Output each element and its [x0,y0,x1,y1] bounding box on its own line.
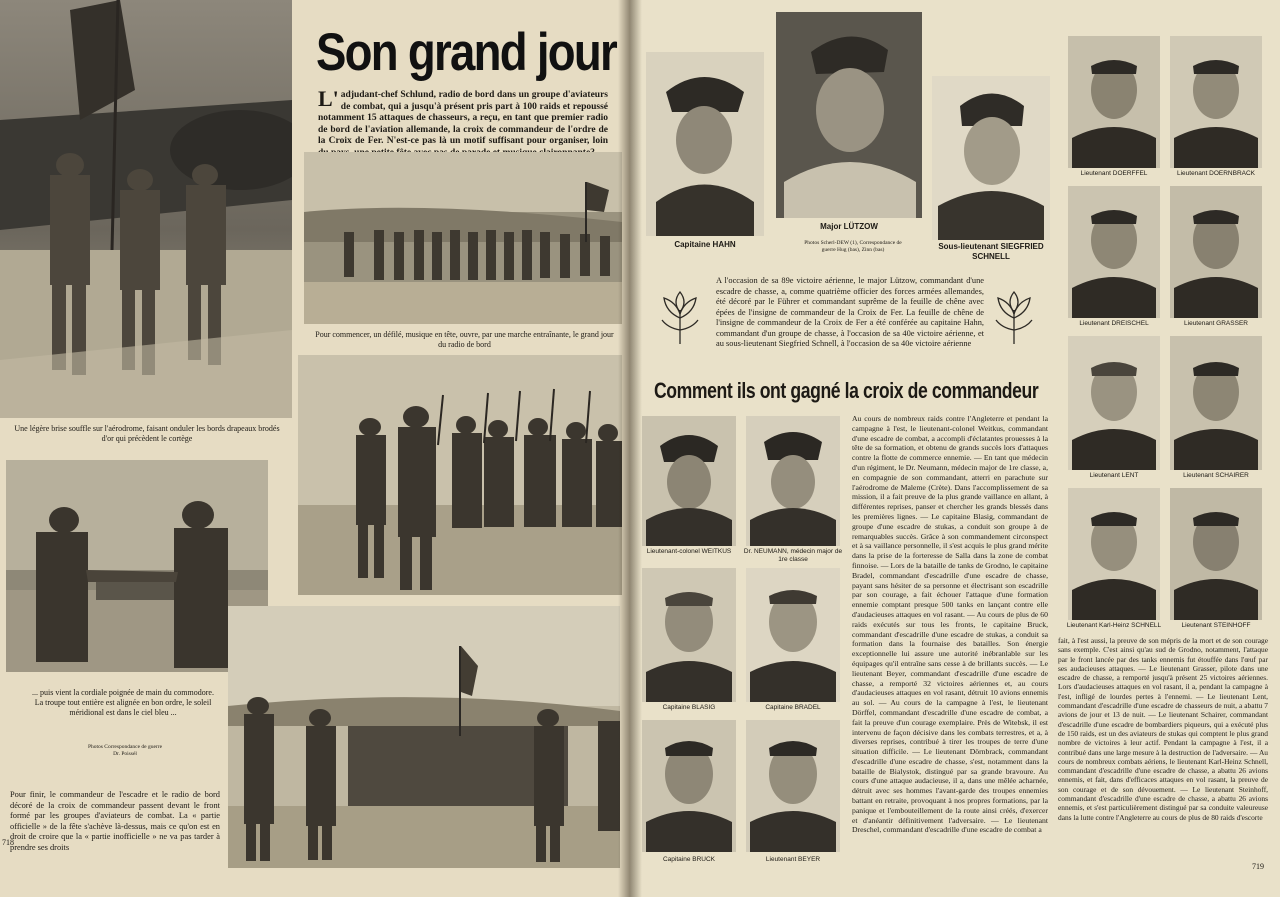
portrait-doernbrack [1170,36,1262,168]
portrait-caption-bradel: Capitaine BRADEL [765,704,821,711]
portrait-caption-karl-heinz-schnell: Lieutenant Karl-Heinz SCHNELL [1066,622,1162,629]
portrait-caption-doerffel: Lieutenant DOERFFEL [1080,170,1148,177]
portrait-dreischel [1068,186,1160,318]
caption-handshake: ... puis vient la cordiale poignée de main du commodore. La troupe tout entière est alignée en bon ordre, le soleil méridional est dans le ciel bleu ... [32,688,214,717]
section-title: Comment ils ont gagné la croix de commandeur [654,378,1039,403]
oak-leaf-right-icon [992,290,1036,346]
portrait-weitkus [642,416,736,546]
portrait-hahn [646,52,764,236]
portrait-lutzow [776,12,922,218]
article-paragraph-continued: fait, à l'est aussi, la preuve de son mépris de la mort et de son courage sans exemple. C'est ainsi qu'au sud de Grodno, notamment, l'attaque par le front lancée par des tanks ennemis fut étouffée dans l'œuf par ses audacieuses attaques. — Le lieutenant Grasser, pilote dans une escadre de chasse, a remporté jusqu'à présent 25 victoires aériennes. Lors d'audacieuses attaques en vol rasant, il a, pendant la campagne à l'est, infligé de lourdes pertes à l'ennemi. — Le lieutenant Lent, commandant d'escadrille d'une escadre de chasseurs de nuit, a abattu 7 avions de jour et 13 de nuit. — Le lieutenant Schairer, commandant d'escadrille d'une escadre de bombardiers piqueurs, qui a exécuté plus de 150 raids, est un des aviateurs de stukas qui comptent le plus grand nombre de victoires à leur actif. Pendant la campagne à l'est, il a contribué dans une large mesure à la destruction de l'adversaire. — Au cours de nombreux combats aériens, le lieutenant Karl-Heinz Schnell, commandant d'escadrille d'une escadre de chasse, a abattu 26 avions ennemis, et fait, dans d'efficaces attaques en vol rasant, la preuve de son courage et de son dévouement. — Le lieutenant Steinhoff, commandant d'escadrille d'une escadre de chasse, a abattu 26 avions ennemis, et s'est particulièrement distingué par sa conduite valeureuse dans la lutte contre l'Angleterre au cours de plus de 80 raids d'escorte [1058,636,1268,822]
announcement-paragraph: A l'occasion de sa 89e victoire aérienne, le major Lützow, commandant d'une escadre de chasse, a, comme quatrième officier des forces armées allemandes, été décoré par le Führer et commandant suprême de la feuille de chêne avec épées de l'insigne de commandeur de la Croix de Fer. La feuille de chêne de l'insigne de commandeur de la Croix de Fer a été conférée au capitaine Hahn, commandant d'un groupe de chasse, à l'occasion de sa 40e victoire aérienne, et au sous-lieutenant Siegfried Schnell, à l'occasion de sa 40e victoire aérienne [716,276,984,348]
oak-leaf-left-icon [658,290,702,346]
right-page [630,0,1280,897]
portrait-caption-blasig: Capitaine BLASIG [662,704,716,711]
left-page [0,0,630,897]
portrait-schnell [932,76,1050,240]
intro-paragraph: L'adjudant-chef Schlund, radio de bord dans un groupe d'aviateurs de combat, qui a jusqu'à présent pris part à 100 raids et repoussé notamment 15 attaques de chasseurs, a reçu, en tant que premier radio de bord de l'aviation allemande, la croix de commandeur de l'ordre de la Croix de Fer. N'est-ce pas là un motif suffisant pour organiser, loin [318,86,608,147]
portrait-caption-lutzow: Major LÜTZOW [820,222,878,231]
portrait-steinhoff [1170,488,1262,620]
headline: Son grand jour [316,23,617,82]
portrait-caption-doernbrack: Lieutenant DOERNBRACK [1176,170,1256,177]
page-number-right: 719 [1252,862,1264,871]
portrait-lent [1068,336,1160,470]
portrait-caption-beyer: Lieutenant BEYER [765,856,821,863]
portrait-beyer [746,720,840,852]
portrait-caption-steinhoff: Lieutenant STEINHOFF [1181,622,1251,629]
photo-credit: Photos Correspondance de guerre Dr. Poissél [87,744,163,757]
portrait-doerffel [1068,36,1160,168]
photo-parade-march [304,152,622,324]
portrait-schairer [1170,336,1262,470]
portrait-bruck [642,720,736,852]
top-photo-credit: Photos Scherl-DEW (1), Correspondance de guerre Hug (bas), Zinn (bas) [804,240,902,253]
portrait-caption-schnell: Sous-lieutenant SIEGFRIED SCHNELL [938,242,1044,261]
portrait-caption-weitkus: Lieutenant-colonel WEITKUS [646,548,732,555]
portrait-caption-grasser: Lieutenant GRASSER [1184,320,1248,327]
portrait-neumann [746,416,840,546]
caption-flag-bearers: Une légère brise souffle sur l'aérodrome, faisant onduler les bords drapeaux brodés d'or qui précèdent le cortège [14,424,280,443]
portrait-caption-bruck: Capitaine BRUCK [662,856,716,863]
page-number-left: 718 [2,838,14,847]
portrait-karl-heinz-schnell [1068,488,1160,620]
portrait-blasig [642,568,736,702]
portrait-caption-lent: Lieutenant LENT [1089,472,1139,479]
page-gutter [618,0,642,897]
portrait-caption-dreischel: Lieutenant DREISCHEL [1079,320,1149,327]
photo-troop-review [228,606,620,868]
caption-parade-march: Pour commencer, un défilé, musique en tête, ouvre, par une marche entraînante, le grand jour du radio de bord [315,330,614,349]
article-paragraph-main: Au cours de nombreux raids contre l'Angleterre et pendant la campagne à l'est, le lieutenant-colonel Weitkus, commandant d'une escadre de combat, a accompli d'éclatantes prouesses à la tête de sa formation, et obtenu de grands succès lors d'attaques contre la flotte de commerce ennemie. — En tant que médecin d'un régiment, le Dr. Neumann, médecin major de 1re classe, a, en compagnie de son commandant, atterri en parachute sur l'aérodrome de Maleme (Crète). Dans l'accomplissement de sa mission, il a fait preuve de la plus grande vaillance en allant, à différentes reprises, panser et chercher les grands blessés dans les premières lignes. — Le capitaine Blasig, commandant de groupe d'une escadre de stukas, a conduit son groupe à de remarquables succès. Grâce à son commandement circonspect et à sa vaillance personnelle, il s'est acquis le plus grand mérite dans la prise de la forteresse de Salla dans la zone de combat finnoise. — Lors de la bataille de tanks de Grodno, le capitaine Bradel, commandant d'escadrille d'une escadre de chasse, payant sans hésiter de sa personne et électrisant son escadrille par son courage, a fait échouer l'attaque d'une formation ennemie comptant presque 500 tanks en lançant contre elle d'audacieuses attaques en vol rasant. — Au cours de plus de 60 raids exécutés sur tous les fronts, le capitaine Bruck, commandant d'escadrille d'une escadre de stukas, a conduit sa formation dans la fournaise des batailles. Son énergie exceptionnelle lui assure une autorité inébranlable sur les équipages qu'il entraîne sans cesse à de brillants succès. — Le lieutenant Beyer, commandant d'escadrille d'une escadre de chasse, a remporté 32 victoires aériennes et, au cours d'audacieuses attaques en vol rasant, détruit 10 avions ennemis au sol. — Au cours de la campagne à l'est, le lieutenant Dörffel, commandant d'escadrille d'une escadre de combat, a fait la preuve d'un courage exemplaire. Près de Witebsk, il est intervenu de façon décisive dans les combats terrestres, et a, à diverses reprises, contribué à tirer les troupes de terre d'une situation difficile. — Le lieutenant Dörnbrack, commandant d'escadrille d'une escadre de chasse, s'est, notamment dans la bataille de Bialystok, distingué par sa grande bravoure. Au cours d'une attaque audacieuse, il a, dans une mêlée acharnée, détruit avec ses hommes l'avant-garde des troupes ennemies battant en retraite, provoquant à nos propres formations, par la panique et l'embouteillement de la route ainsi créés, d'exercer et d'anéantir définitivement l'adversaire. — Le lieutenant Dreschel, commandant d'escadrille d'une escadre de combat a [852,414,1048,835]
portrait-caption-hahn: Capitaine HAHN [674,240,736,249]
portrait-caption-neumann: Dr. NEUMANN, médecin major de 1re classe [743,548,843,563]
portrait-grasser [1170,186,1262,318]
photo-flag-bearers [0,0,292,418]
photo-soldiers-rifles [298,355,622,595]
portrait-caption-schairer: Lieutenant SCHAIRER [1183,472,1249,479]
closing-paragraph: Pour finir, le commandeur de l'escadre et le radio de bord décoré de la croix de commandeur passent devant le front formé par les groupes d'aviateurs de combat. La « partie officielle » de la fête s'achève là-dessus, mais ce qu'on est en droit de croire que la « partie inofficielle » ne va pas tarder à prendre ses droits [10,790,220,852]
portrait-bradel [746,568,840,702]
